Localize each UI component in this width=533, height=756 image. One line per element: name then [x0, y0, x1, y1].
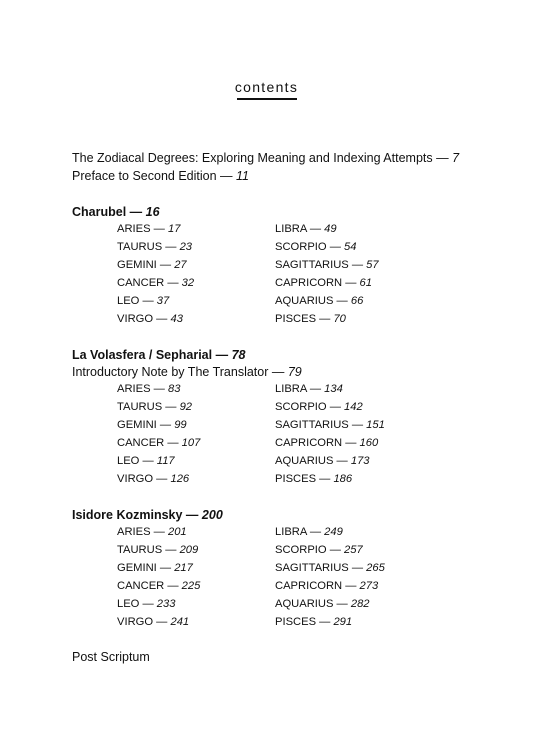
- toc-entry-introductory-note: [72, 365, 302, 379]
- sign-entry: [275, 455, 370, 467]
- sign-entry: [117, 473, 189, 485]
- sign-entry: [117, 598, 175, 610]
- sign-name: LEO —: [117, 455, 154, 467]
- sign-name: SCORPIO —: [275, 401, 341, 413]
- sign-name: TAURUS —: [117, 544, 177, 556]
- sign-name: ARIES —: [117, 383, 165, 395]
- sign-page: 43: [170, 313, 183, 325]
- sign-entry: [275, 277, 372, 289]
- sign-page: 57: [366, 259, 379, 271]
- sign-entry: [117, 313, 183, 325]
- sign-page: 61: [359, 277, 372, 289]
- sign-page: 17: [167, 223, 181, 235]
- sign-entry: [275, 313, 346, 325]
- sign-page: 173: [350, 455, 370, 467]
- sign-page: 126: [170, 473, 190, 485]
- sign-page: 27: [174, 259, 187, 271]
- sign-page: 249: [324, 526, 343, 538]
- sign-page: 99: [174, 419, 187, 431]
- sign-page: 160: [359, 437, 379, 449]
- sign-page: 23: [179, 241, 193, 253]
- sign-page: 265: [366, 562, 385, 574]
- sign-entry: [117, 419, 187, 431]
- toc-entry-zodiacal-degrees: [72, 151, 459, 165]
- sign-name: GEMINI —: [117, 259, 172, 271]
- sign-name: CAPRICORN —: [275, 437, 357, 449]
- sign-name: AQUARIUS —: [275, 455, 348, 467]
- sign-page: 37: [156, 295, 170, 307]
- sign-page: 241: [170, 616, 190, 628]
- sign-entry: [117, 401, 192, 413]
- sign-name: CANCER —: [117, 580, 179, 592]
- sign-name: ARIES —: [117, 526, 165, 538]
- section-heading-isidore-kozminsky: [72, 508, 223, 522]
- sign-entry: [117, 544, 198, 556]
- sign-entry: [117, 580, 200, 592]
- sign-name: VIRGO —: [117, 473, 168, 485]
- page-title: contents: [234, 79, 299, 95]
- sign-page: 186: [333, 473, 353, 485]
- toc-entry-page: 79: [287, 365, 302, 379]
- sign-page: 257: [344, 544, 363, 556]
- sign-page: 54: [344, 241, 357, 253]
- sign-name: LEO —: [117, 295, 154, 307]
- sign-entry: [275, 598, 370, 610]
- sign-name: AQUARIUS —: [275, 295, 348, 307]
- sign-name: LIBRA —: [275, 223, 322, 235]
- sign-page: 117: [156, 455, 175, 467]
- sign-name: SAGITTARIUS —: [275, 259, 364, 271]
- sign-name: CAPRICORN —: [275, 277, 357, 289]
- sign-entry: [275, 295, 363, 307]
- section-heading-charubel: [72, 205, 160, 219]
- section-heading-page: 200: [201, 508, 223, 522]
- sign-page: 107: [181, 437, 201, 449]
- sign-page: 282: [350, 598, 370, 610]
- toc-entry-page: 11: [236, 169, 249, 183]
- sign-name: VIRGO —: [117, 313, 168, 325]
- toc-entry-text: Preface to Second Edition —: [72, 169, 233, 183]
- sign-name: TAURUS —: [117, 241, 177, 253]
- toc-entry-text: Introductory Note by The Translator —: [72, 365, 285, 379]
- sign-entry: [275, 526, 343, 538]
- sign-name: PISCES —: [275, 313, 331, 325]
- sign-name: CANCER —: [117, 437, 179, 449]
- toc-entry-post-scriptum: Post Scriptum: [72, 650, 150, 664]
- sign-page: 70: [333, 313, 346, 325]
- sign-page: 233: [156, 598, 176, 610]
- sign-entry: [275, 473, 352, 485]
- sign-name: SAGITTARIUS —: [275, 562, 364, 574]
- sign-name: LEO —: [117, 598, 154, 610]
- sign-entry: [117, 616, 189, 628]
- sign-name: AQUARIUS —: [275, 598, 348, 610]
- sign-name: SAGITTARIUS —: [275, 419, 364, 431]
- sign-name: CANCER —: [117, 277, 179, 289]
- sign-entry: [275, 580, 378, 592]
- sign-entry: [117, 383, 180, 395]
- sign-page: 201: [167, 526, 187, 538]
- sign-page: 273: [359, 580, 379, 592]
- sign-entry: [117, 455, 175, 467]
- sign-entry: [275, 437, 378, 449]
- sign-name: SCORPIO —: [275, 241, 341, 253]
- sign-entry: [117, 526, 187, 538]
- sign-page: 134: [324, 383, 343, 395]
- sign-entry: [117, 277, 194, 289]
- sign-entry: [117, 562, 193, 574]
- sign-page: 66: [350, 295, 364, 307]
- sign-entry: [275, 419, 385, 431]
- sign-name: VIRGO —: [117, 616, 168, 628]
- sign-name: GEMINI —: [117, 562, 172, 574]
- sign-entry: [117, 437, 200, 449]
- sign-page: 83: [167, 383, 181, 395]
- sign-name: ARIES —: [117, 223, 165, 235]
- sign-page: 49: [324, 223, 337, 235]
- section-heading-page: 16: [145, 205, 160, 219]
- toc-entry-page: 7: [452, 151, 460, 165]
- sign-entry: [117, 259, 187, 271]
- toc-entry-preface: [72, 169, 249, 183]
- sign-entry: [117, 295, 169, 307]
- sign-name: PISCES —: [275, 473, 331, 485]
- sign-name: GEMINI —: [117, 419, 172, 431]
- sign-entry: [275, 544, 363, 556]
- sign-page: 151: [366, 419, 385, 431]
- section-heading-text: Isidore Kozminsky —: [72, 508, 199, 522]
- sign-entry: [275, 401, 363, 413]
- section-heading-la-volasfera: [72, 348, 245, 362]
- sign-entry: [275, 241, 356, 253]
- sign-entry: [117, 241, 192, 253]
- sign-name: LIBRA —: [275, 526, 322, 538]
- sign-page: 209: [179, 544, 199, 556]
- sign-page: 92: [179, 401, 193, 413]
- sign-name: SCORPIO —: [275, 544, 341, 556]
- sign-page: 142: [344, 401, 363, 413]
- sign-page: 217: [174, 562, 193, 574]
- toc-entry-text: The Zodiacal Degrees: Exploring Meaning and Indexing Attempts —: [72, 151, 449, 165]
- sign-entry: [275, 259, 379, 271]
- sign-name: CAPRICORN —: [275, 580, 357, 592]
- section-heading-text: Charubel —: [72, 205, 143, 219]
- section-heading-text: La Volasfera / Sepharial —: [72, 348, 229, 362]
- title-underline: [237, 98, 297, 100]
- sign-name: PISCES —: [275, 616, 331, 628]
- sign-name: LIBRA —: [275, 383, 322, 395]
- sign-entry: [275, 562, 385, 574]
- sign-page: 225: [181, 580, 201, 592]
- sign-page: 32: [181, 277, 195, 289]
- sign-entry: [275, 223, 337, 235]
- sign-entry: [275, 383, 343, 395]
- sign-page: 291: [333, 616, 353, 628]
- section-heading-page: 78: [231, 348, 246, 362]
- sign-entry: [117, 223, 180, 235]
- sign-entry: [275, 616, 352, 628]
- sign-name: TAURUS —: [117, 401, 177, 413]
